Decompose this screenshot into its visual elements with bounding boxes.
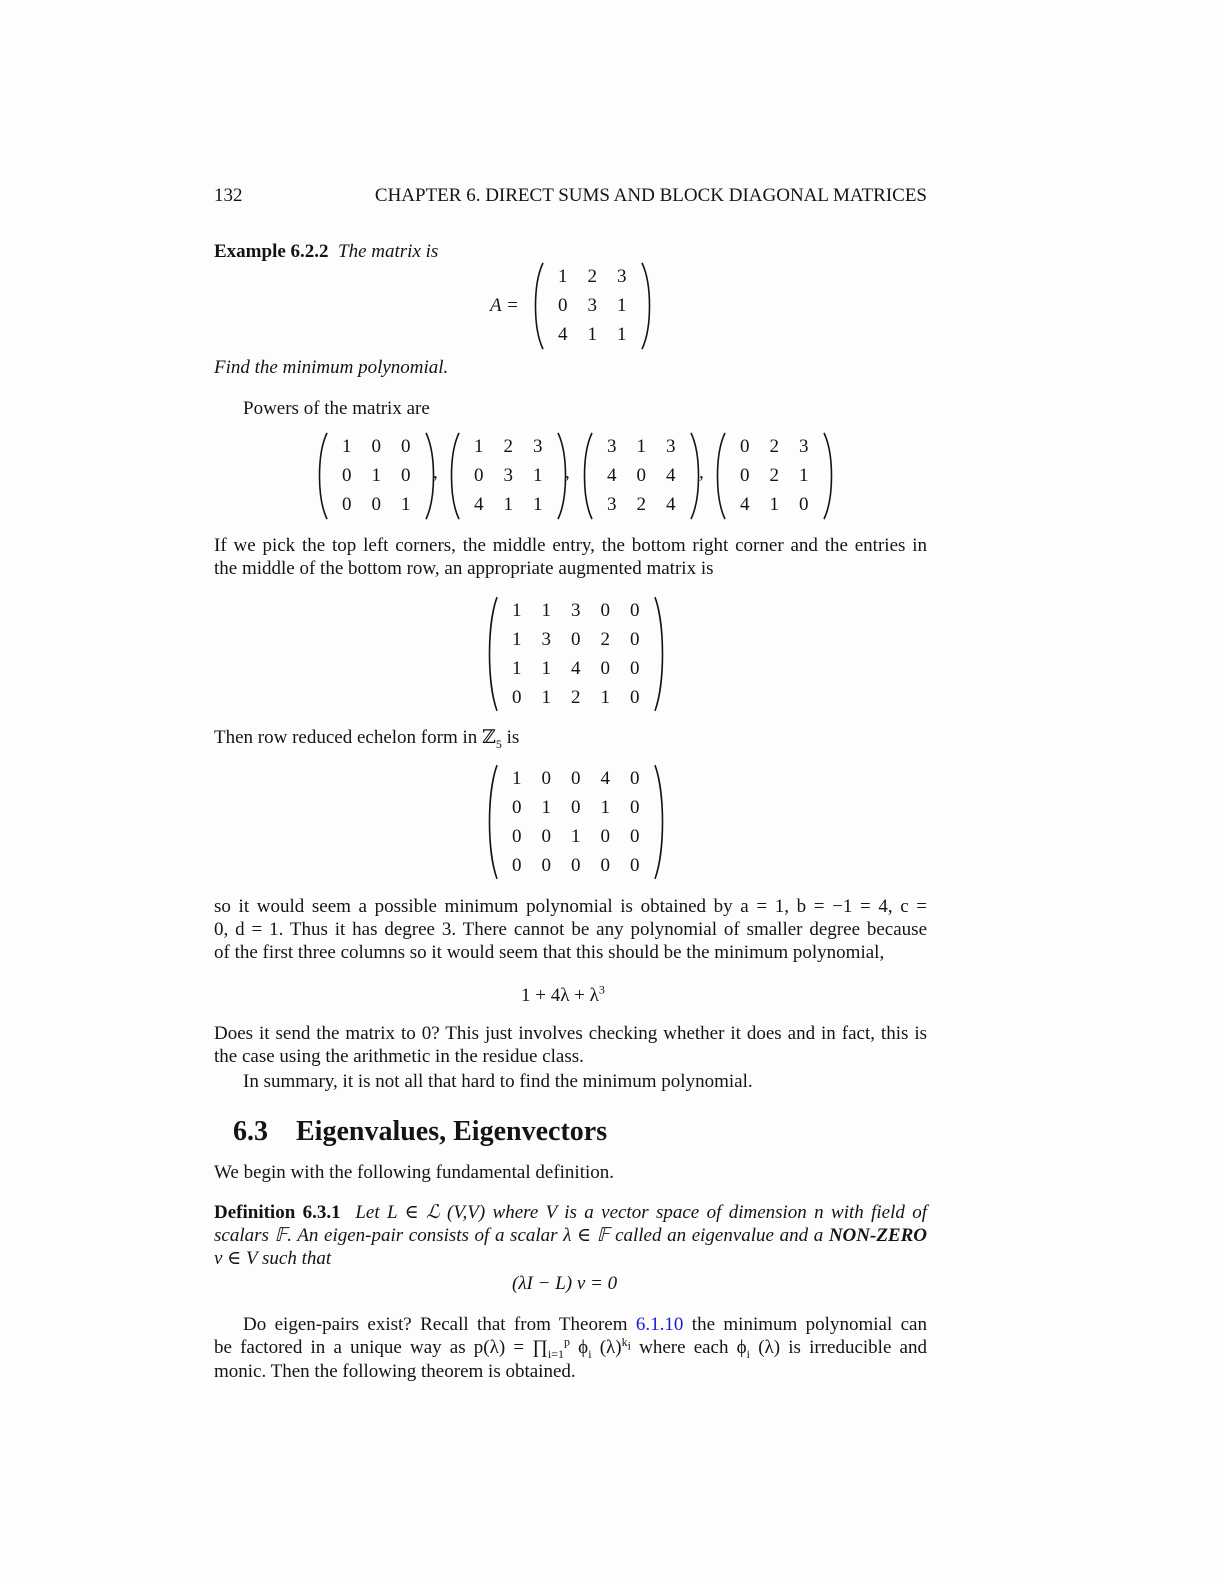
matrix-entry: 0 [630,797,640,818]
paragraph-line: so it would seem a possible minimum polynomial is obtained by a = 1, b = −1 = 4, c = [214,896,927,917]
matrix-grid [500,596,652,712]
matrix-grid [462,432,555,520]
matrix-entry: 4 [666,465,676,486]
page-number: 132 [214,185,243,206]
matrix-entry: 1 [617,324,627,345]
matrix-entry: 1 [558,266,568,287]
matrix-entry: 1 [600,687,610,708]
matrix-grid [500,764,652,880]
matrix-entry: 1 [571,826,581,847]
right-paren [821,432,837,520]
matrix-grid [595,432,688,520]
section-heading [233,1115,607,1149]
matrix-entry: 0 [512,855,522,876]
matrix-entry: 2 [503,436,513,457]
power-matrix-0 [314,432,439,520]
paragraph-line: In summary, it is not all that hard to find the minimum polynomial. [243,1071,753,1092]
matrix-entry: 1 [512,629,522,650]
matrix-entry: 0 [600,826,610,847]
paragraph-line: of the first three columns so it would seem that this should be the minimum polynomial, [214,942,885,963]
left-paren [484,596,500,712]
theorem-link[interactable]: 6.1.10 [635,1314,684,1335]
section-intro: We begin with the following fundamental definition. [214,1162,615,1183]
left-paren [712,432,728,520]
definition-line: scalars 𝔽. An eigen-pair consists of a scalar λ ∈ 𝔽 called an eigenvalue and a NON-ZERO [214,1225,927,1246]
matrix-entry: 1 [541,600,551,621]
matrix-entry: 2 [636,494,646,515]
matrix-entry: 0 [541,855,551,876]
matrix-entry: 0 [571,855,581,876]
example-heading [214,240,438,264]
rref-matrix [484,764,668,880]
matrix-entry: 1 [636,436,646,457]
paragraph-line: Do eigen-pairs exist? Recall that from Theorem 6.1.10 the minimum polynomial can [243,1314,927,1335]
matrix-entry: 1 [512,768,522,789]
matrix-entry: 3 [617,266,627,287]
paragraph-line: be factored in a unique way as $p(\lambda) = \prod_{i=1}^p$ $\phi_i$ $(\lambda)^{k_i}$ where each $\phi_i$ (λ) is irreducible and [214,1334,927,1361]
matrix-entry: 2 [571,687,581,708]
matrix-entry: 4 [474,494,484,515]
running-title: CHAPTER 6. DIRECT SUMS AND BLOCK DIAGONAL MATRICES [374,185,927,206]
matrix-entry: 3 [541,629,551,650]
matrix-entry: 4 [558,324,568,345]
matrix-entry: 1 [541,797,551,818]
paragraph-line: If we pick the top left corners, the middle entry, the bottom right corner and the entries in [214,535,927,556]
matrix-entry: 0 [630,826,640,847]
matrix-entry: 0 [474,465,484,486]
right-paren [639,262,655,350]
matrix-entry: 2 [769,465,779,486]
matrix-entry: 0 [600,855,610,876]
min-polynomial: $1 + 4\lambda + \lambda^3$ [521,982,605,1006]
matrix-entry: 0 [371,436,381,457]
matrix-entry: 1 [503,494,513,515]
matrix-grid [546,262,639,350]
matrix-entry: 2 [769,436,779,457]
matrix-entry: 0 [600,658,610,679]
left-paren [484,764,500,880]
example-statement: The matrix is [338,241,439,262]
matrix-entry: 0 [630,768,640,789]
example-label: Example 6.2.2 [214,241,329,262]
definition-label: Definition 6.3.1 [214,1202,341,1223]
power-matrix-1 [446,432,571,520]
matrix-entry: 4 [740,494,750,515]
right-paren [652,596,668,712]
matrix-entry: 0 [799,494,809,515]
matrix-lhs: A = [490,295,519,316]
matrix-entry: 4 [666,494,676,515]
example-task: Find the minimum polynomial. [214,357,449,378]
section-number: 6.3 [233,1116,268,1147]
matrix-entry: 3 [533,436,543,457]
matrix-entry: 0 [541,768,551,789]
rref-intro: Then row reduced echelon form in ℤ$_5$ is [214,727,520,751]
right-paren [652,764,668,880]
matrix-entry: 2 [600,629,610,650]
powers-intro: Powers of the matrix are [243,398,430,419]
matrix-entry: 3 [607,436,617,457]
matrix-entry: 1 [600,797,610,818]
matrix-grid [728,432,821,520]
power-matrix-3 [712,432,837,520]
matrix-entry: 0 [630,658,640,679]
augmented-matrix [484,596,668,712]
matrix-entry: 0 [512,826,522,847]
matrix-entry: 0 [401,465,411,486]
matrix-entry: 0 [512,687,522,708]
matrix-entry: 4 [607,465,617,486]
matrix-entry: 0 [571,629,581,650]
matrix-entry: 0 [571,797,581,818]
matrix-entry: 0 [401,436,411,457]
matrix-entry: 3 [666,436,676,457]
separator: , [433,462,438,483]
matrix-entry: 2 [587,266,597,287]
matrix-entry: 0 [541,826,551,847]
matrix-entry: 0 [371,494,381,515]
matrix-entry: 0 [630,600,640,621]
matrix-entry: 0 [630,629,640,650]
matrix-entry: 1 [769,494,779,515]
matrix-entry: 1 [799,465,809,486]
matrix-entry: 3 [799,436,809,457]
matrix-entry: 0 [600,600,610,621]
matrix-entry: 4 [571,658,581,679]
matrix-entry: 1 [371,465,381,486]
matrix-entry: 3 [607,494,617,515]
matrix-entry: 0 [342,465,352,486]
matrix-entry: 0 [630,687,640,708]
matrix-entry: 1 [512,658,522,679]
matrix-entry: 0 [558,295,568,316]
matrix-entry: 0 [342,494,352,515]
power-matrix-2 [579,432,704,520]
matrix-entry: 1 [342,436,352,457]
matrix-entry: 1 [474,436,484,457]
separator: , [565,462,570,483]
matrix-entry: 4 [600,768,610,789]
matrix-entry: 1 [541,658,551,679]
left-paren [446,432,462,520]
definition-line: Definition 6.3.1 Let L ∈ ℒ (V,V) where V is a vector space of dimension n with field of [214,1202,928,1223]
matrix-grid [330,432,423,520]
left-paren [579,432,595,520]
paragraph-line: the case using the arithmetic in the residue class. [214,1046,584,1067]
matrix-A [530,262,655,350]
matrix-entry: 3 [503,465,513,486]
matrix-entry: 0 [571,768,581,789]
matrix-entry: 3 [571,600,581,621]
paragraph-line: monic. Then the following theorem is obtained. [214,1361,576,1382]
matrix-entry: 0 [630,855,640,876]
paragraph-line: Does it send the matrix to 0? This just involves checking whether it does and in fact, this is [214,1023,927,1044]
matrix-entry: 1 [617,295,627,316]
matrix-entry: 0 [636,465,646,486]
separator: , [699,462,704,483]
paragraph-line: 0, d = 1. Thus it has degree 3. There cannot be any polynomial of smaller degree because [214,919,927,940]
matrix-entry: 1 [533,465,543,486]
matrix-entry: 1 [512,600,522,621]
matrix-entry: 1 [533,494,543,515]
matrix-entry: 0 [740,436,750,457]
matrix-entry: 1 [401,494,411,515]
matrix-entry: 1 [587,324,597,345]
matrix-entry: 1 [541,687,551,708]
definition-line: v ∈ V such that [214,1248,332,1269]
matrix-entry: 0 [740,465,750,486]
section-title: Eigenvalues, Eigenvectors [296,1116,608,1147]
matrix-entry: 0 [512,797,522,818]
eigen-equation: (λI − L) v = 0 [512,1273,618,1294]
left-paren [530,262,546,350]
left-paren [314,432,330,520]
matrix-entry: 3 [587,295,597,316]
paragraph-line: the middle of the bottom row, an appropriate augmented matrix is [214,558,714,579]
